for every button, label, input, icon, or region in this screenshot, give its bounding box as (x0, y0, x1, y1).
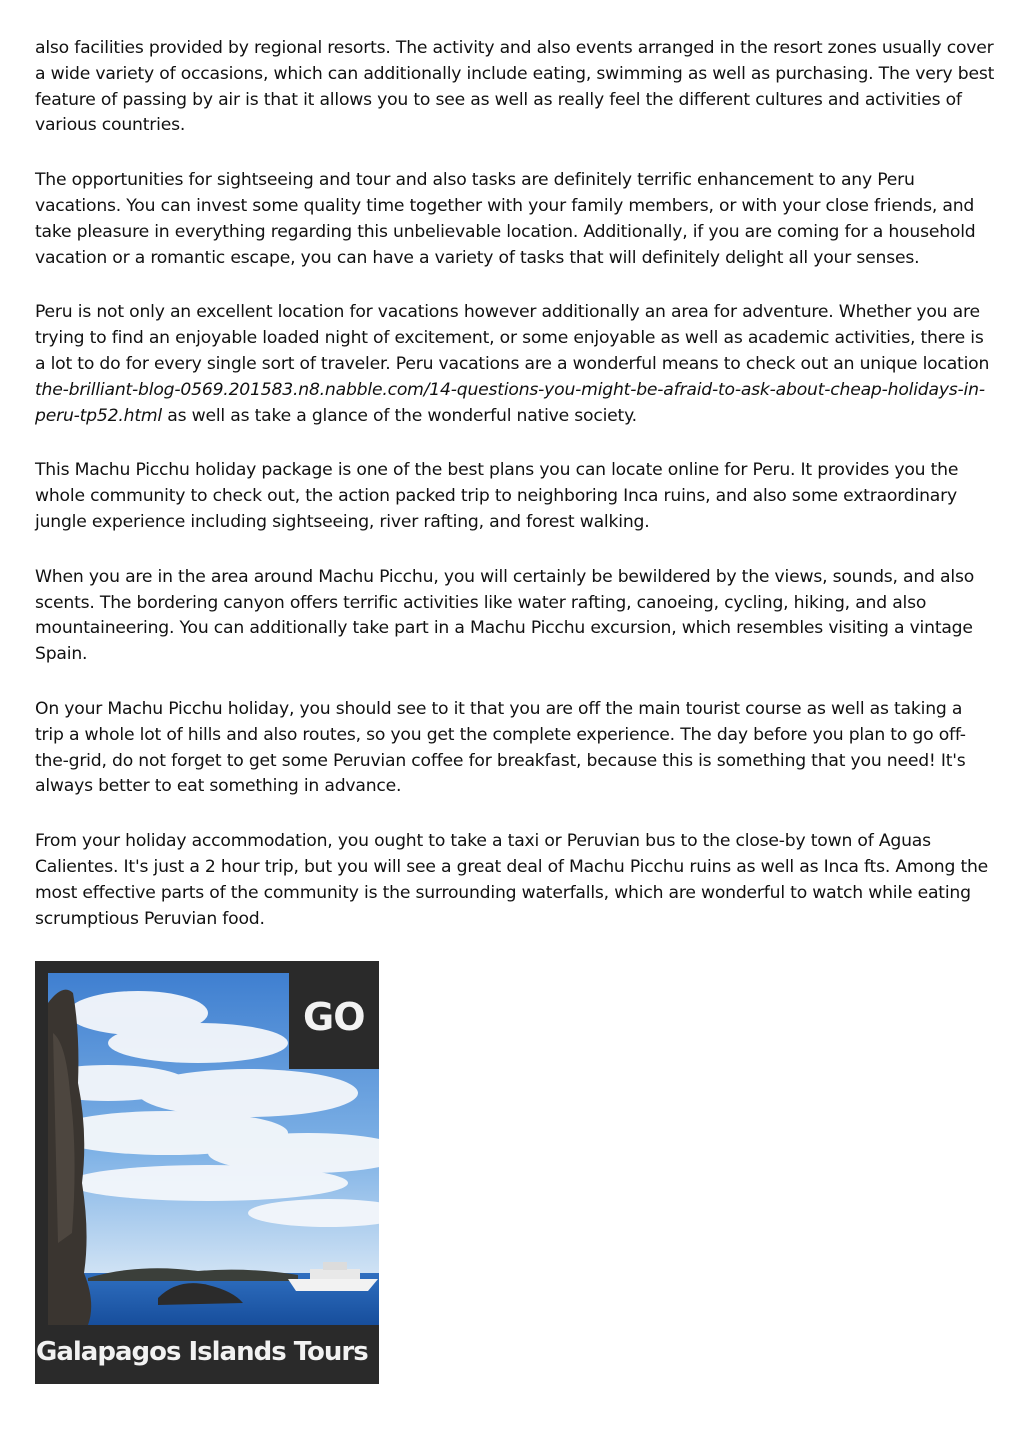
galapagos-ad-banner[interactable] (35, 961, 379, 1384)
paragraph-3 (35, 300, 995, 429)
ad-caption: Galapagos Islands Tours (36, 1337, 368, 1367)
article-link[interactable]: the-brilliant-blog-0569.201583.n8.nabble.com/14-questions-you-might-be-afraid-to-ask-about-cheap-holidays-in-peru-tp52.html (35, 379, 985, 426)
paragraph-3-lead: Peru is not only an excellent location for vacations however additionally an area for adventure. Whether you are trying to find an enjoyable loaded night of excitement, or some enjoyable as well as academic activities, there is a lot to do for every single sort of traveler. Peru vacations are a wonderful means to check out an unique location (35, 302, 990, 374)
paragraph-1: also facilities provided by regional resorts. The activity and also events arranged in the resort zones usually cover a wide variety of occasions, which can additionally include eating, swimming as well as purchasing. The very best feature of passing by air is that it allows you to see as well as really feel the different cultures and activities of various countries. (35, 38, 995, 136)
paragraph-6: On your Machu Picchu holiday, you should see to it that you are off the main tourist course as well as taking a trip a whole lot of hills and also routes, so you get the complete experience. The day before you plan to go off-the-grid, do not forget to get some Peruvian coffee for breakfast, because this is something that you need! It's always better to eat something in advance. (35, 698, 966, 797)
paragraph-7: From your holiday accommodation, you ought to take a taxi or Peruvian bus to the close-by town of Aguas Calientes. It's just a 2 hour trip, but you will see a great deal of Machu Picchu ruins as well as Inca fts. Among the most effective parts of the community is the surrounding waterfalls, which are wonderful to watch while eating scrumptious Peruvian food. (35, 831, 989, 929)
article-body (35, 36, 995, 961)
paragraph-2: The opportunities for sightseeing and tour and also tasks are definitely terrific enhancement to any Peru vacations. You can invest some quality time together with your family members, or with your close friends, and take pleasure in everything regarding this unbelievable location. Additionally, if you are coming for a household vacation or a romantic escape, you can have a variety of tasks that will definitely delight all your senses. (35, 170, 976, 268)
go-label: GO (303, 995, 365, 1039)
paragraph-3-tail: as well as take a glance of the wonderful native society. (161, 405, 637, 426)
paragraph-5: When you are in the area around Machu Picchu, you will certainly be bewildered by the views, sounds, and also scents. The bordering canyon offers terrific activities like water rafting, canoeing, cycling, hiking, and also mountaineering. You can additionally take part in a Machu Picchu excursion, which resembles visiting a vintage Spain. (35, 566, 975, 665)
paragraph-4: This Machu Picchu holiday package is one of the best plans you can locate online for Peru. It provides you the whole community to check out, the action packed trip to neighboring Inca ruins, and also some extraordinary jungle experience including sightseeing, river rafting, and forest walking. (35, 460, 959, 532)
